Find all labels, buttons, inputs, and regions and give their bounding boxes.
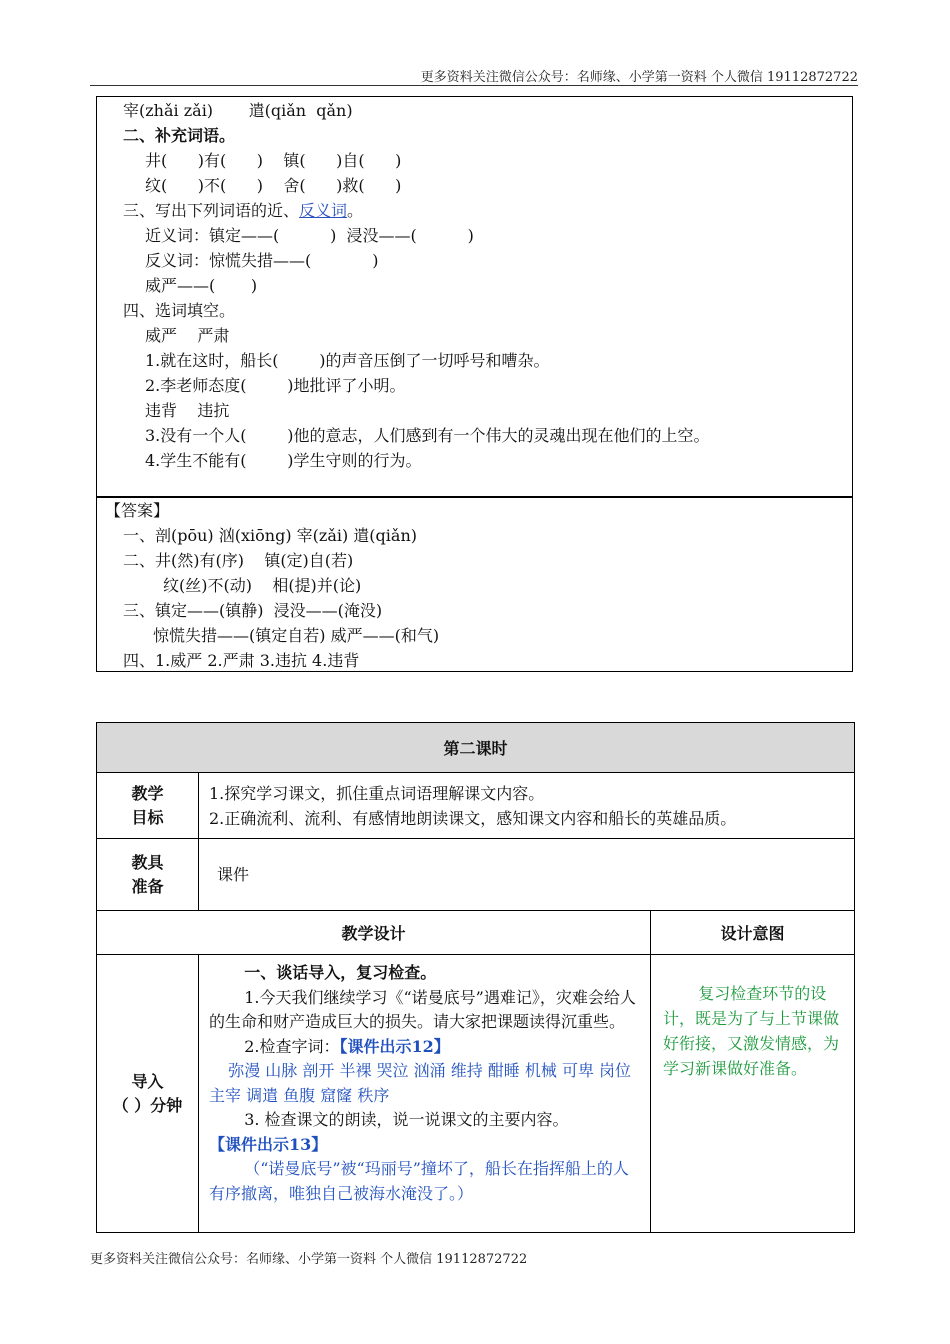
tools-label-line-1: 教具 [131,852,164,872]
answer-title: 【答案】 [105,501,170,520]
answer-3-line-2: 惊慌失措——(镇定自若) 威严——(和气) [153,626,440,645]
step-3: 3. 检查课文的朗读，说一说课文的主要内容。 [244,1110,569,1129]
step-title: 一、谈话导入，复习检查。 [244,963,437,982]
page-header: 更多资料关注微信公众号：名师缘、小学第一资料 个人微信 19112872722 [420,70,858,85]
goal-2: 2.正确流利、流利、有感情地朗读课文，感知课文内容和船长的英雄品质。 [209,808,737,828]
word-list: 弥漫 山脉 剖开 半裸 哭泣 汹涌 维持 酣睡 机械 可卑 岗位 主宰 调遣 鱼腹 窟窿 秩序 [209,1061,632,1105]
section-4-title: 四、选词填空。 [123,301,236,320]
section-3-title-text: 三、写出下列词语的近、 [123,201,300,220]
tools-label [97,839,199,911]
tools-content: 课件 [199,839,855,911]
step-3-answer: （“诺曼底号”被“玛丽号”撞坏了，船长在指挥船上的人有序撤离，唯独自己被海水淹没了。） [209,1159,629,1203]
answer-box [96,496,853,672]
goal-1: 1.探究学习课文，抓住重点词语理解课文内容。 [209,783,545,803]
question-3: 3.没有一个人( )他的意志，人们感到有一个伟大的灵魂出现在他们的上空。 [145,426,710,445]
section-2-title: 二、补充词语。 [123,126,236,145]
word-pair-2: 违背 违抗 [145,401,230,420]
intro-label-line-1: 导入 [131,1071,164,1091]
intro-label [97,955,199,1233]
page-footer: 更多资料关注微信公众号：名师缘、小学第一资料 个人微信 19112872722 [90,1252,528,1267]
intent-content [651,955,855,1233]
antonym-link[interactable]: 反义词 [299,201,348,220]
intent-text: 复习检查环节的设计，既是为了与上节课做好衔接，又激发情感，为学习新课做好准备。 [663,984,840,1078]
goals-label-line-2: 目标 [131,807,164,827]
question-2: 2.李老师态度( )地批评了小明。 [145,376,406,395]
intent-header: 设计意图 [651,911,855,955]
synonym-line: 近义词：镇定——( ) 浸没——( ) [145,226,474,245]
answer-1: 一、剖(pōu) 汹(xiōng) 宰(zǎi) 遣(qiǎn) [123,526,417,545]
step-1: 1.今天我们继续学习《“诺曼底号”遇难记》，灾难会给人的生命和财产造成巨大的损失。请大家把课题读得沉重些。 [209,987,636,1031]
question-4: 4.学生不能有( )学生守则的行为。 [145,451,422,470]
section-3-title-end: 。 [347,201,364,220]
answer-2-line-2: 纹(丝)不(动) 相(提)并(论) [163,576,362,595]
pinyin-line: 宰(zhǎi zǎi) 遣(qiǎn qǎn) [123,101,353,120]
section-2-row-2: 纹( )不( ) 舍( )救( ) [145,176,402,195]
lesson-title: 第二课时 [97,723,855,773]
tools-label-line-2: 准备 [131,876,164,896]
answer-3-line-1: 三、镇定——(镇静) 浸没——(淹没) [123,601,383,620]
antonym-line: 反义词：惊慌失措——( ) [145,251,379,270]
question-1: 1.就在这时，船长( )的声音压倒了一切呼号和嘈杂。 [145,351,550,370]
antonym-line-2: 威严——( ) [145,276,258,295]
courseware-tag-13: 【课件出示13】 [209,1134,328,1154]
goals-label-line-1: 教学 [131,783,164,803]
header-rule [90,85,858,86]
exercise-box [96,96,853,498]
design-content [199,955,651,1233]
goals-content [199,773,855,839]
step-2-text: 2.检查字词： [244,1036,340,1056]
intro-label-line-2: （ ）分钟 [112,1095,183,1115]
goals-label [97,773,199,839]
courseware-tag-12: 【课件出示12】 [339,1036,450,1056]
step-2 [209,1035,640,1060]
section-3-title [123,201,363,221]
design-header: 教学设计 [97,911,651,955]
word-pair-1: 威严 严肃 [145,326,230,345]
lesson-plan-table [96,722,855,1233]
section-2-row-1: 井( )有( ) 镇( )自( ) [145,151,402,170]
answer-4: 四、1.威严 2.严肃 3.违抗 4.违背 [123,651,360,670]
answer-2-line-1: 二、井(然)有(序) 镇(定)自(若) [123,551,354,570]
